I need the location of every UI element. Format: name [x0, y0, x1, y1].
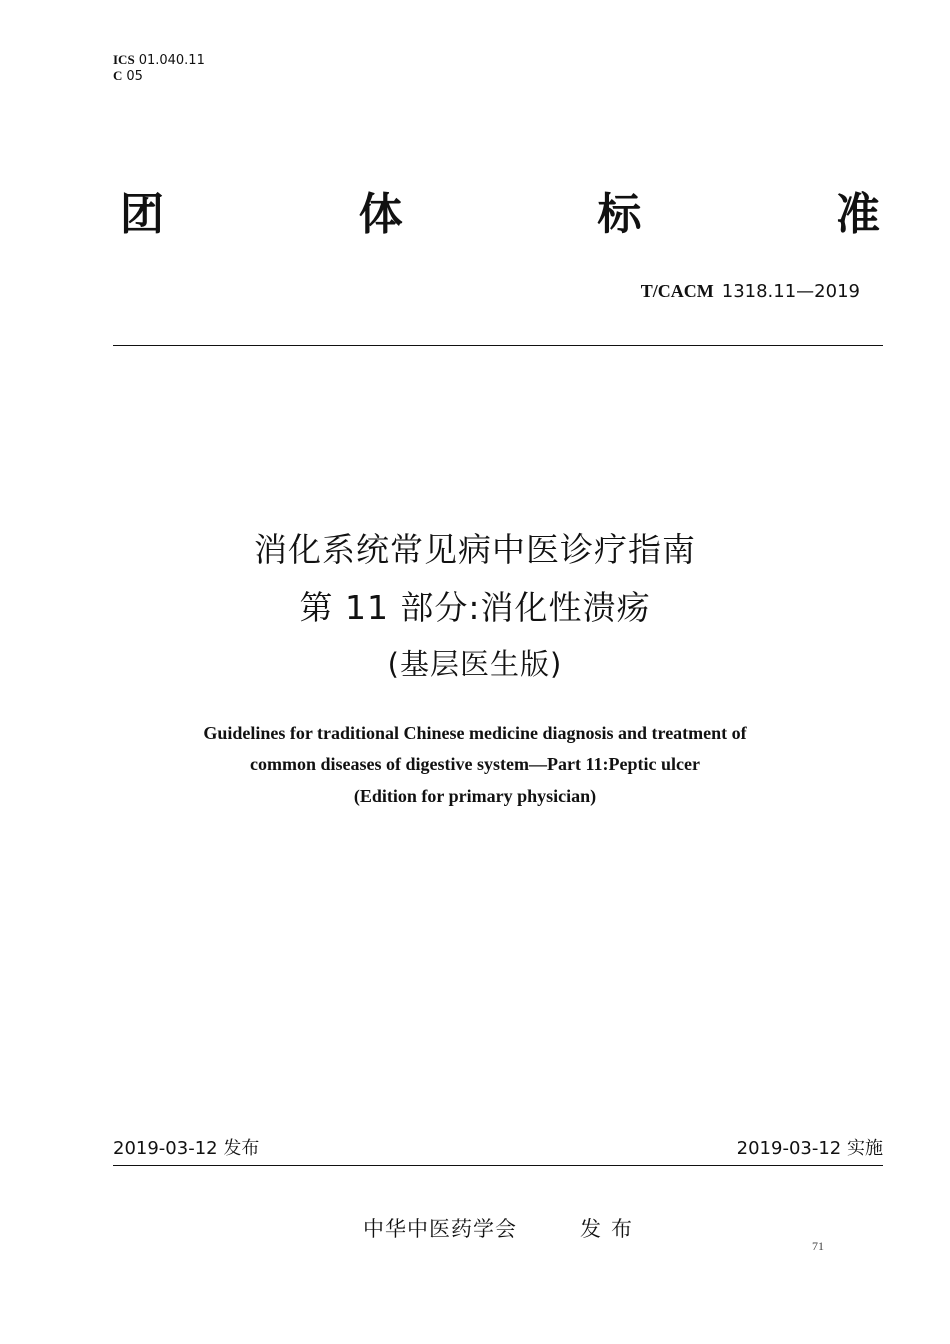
standard-number-value: 1318.11—2019 [721, 281, 860, 302]
issue-label: 发布 [580, 1217, 642, 1241]
standard-type-char-4: 准 [835, 189, 880, 240]
standard-number-prefix: T/CACM [640, 281, 714, 301]
page-number: 71 [812, 1239, 824, 1253]
chinese-title-edition: (基层医生版) [387, 647, 563, 681]
standard-type-char-1: 团 [120, 189, 164, 240]
ics-label: ICS [113, 52, 135, 67]
chinese-title-line-1: 消化系统常见病中医诊疗指南 [254, 530, 696, 569]
ccs-code: 05 [126, 69, 143, 84]
ccs-label: C [113, 68, 123, 83]
top-divider [113, 345, 883, 346]
release-date: 2019-03-12 发布 [113, 1138, 260, 1159]
standard-type-char-2: 体 [358, 189, 403, 240]
ics-line [113, 52, 205, 68]
english-title-edition: (Edition for primary physician) [353, 786, 597, 806]
standard-type-char-3: 标 [597, 189, 642, 240]
chinese-title-line-2: 第 11 部分:消化性溃疡 [299, 588, 651, 627]
standard-number [641, 280, 860, 303]
classification-codes [113, 52, 205, 84]
standard-type-heading [120, 190, 880, 240]
ics-code: 01.040.11 [138, 53, 205, 68]
ccs-line [113, 68, 205, 84]
implementation-date: 2019-03-12 实施 [736, 1138, 883, 1159]
bottom-divider [113, 1165, 883, 1166]
publisher-name: 中华中医药学会 [363, 1217, 517, 1241]
english-title-line-2: common diseases of digestive system—Part 11:Peptic ulcer [250, 754, 700, 774]
english-title-line-1: Guidelines for traditional Chinese medicine diagnosis and treatment of [203, 723, 747, 743]
